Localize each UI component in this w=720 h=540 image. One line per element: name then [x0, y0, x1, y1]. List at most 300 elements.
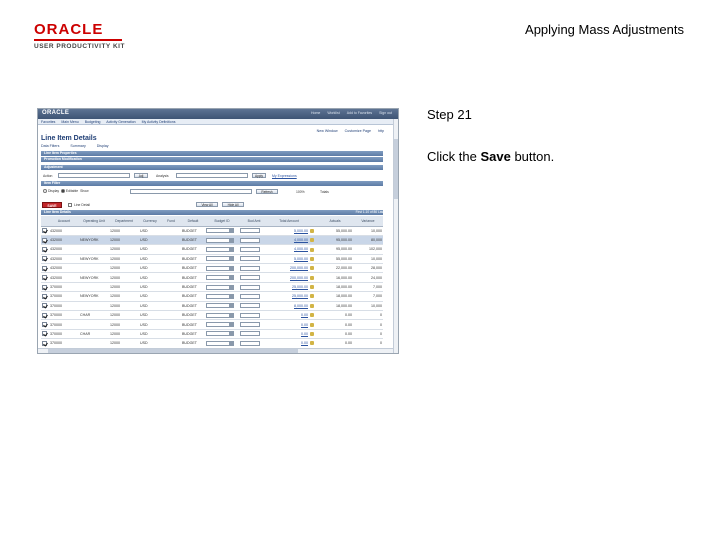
total-amount-link[interactable]: 0.00 — [301, 322, 308, 327]
currency-cell: USD — [139, 282, 161, 291]
row-checkbox[interactable] — [42, 294, 47, 299]
bud-amt-input[interactable] — [240, 238, 260, 243]
currency-cell: USD — [139, 339, 161, 348]
section-promotion[interactable]: Promotion Modification — [41, 157, 383, 162]
section-adjustment[interactable]: Adjustment — [41, 165, 383, 170]
budget-id-select[interactable] — [206, 331, 234, 336]
operating-unit-cell: NEWYORK — [79, 254, 109, 263]
currency-cell: USD — [139, 301, 161, 310]
total-amount-cell[interactable] — [269, 311, 309, 320]
filter-input[interactable] — [130, 189, 252, 194]
row-icon-cell[interactable] — [309, 254, 317, 263]
actuals-cell: 55,000.00 — [317, 226, 353, 235]
top-nav-home[interactable]: Home — [310, 111, 321, 115]
detail-icon[interactable] — [310, 332, 314, 336]
radio-editable-label: Editable — [65, 189, 79, 193]
row-checkbox[interactable] — [42, 341, 47, 346]
row-icon-cell[interactable] — [309, 301, 317, 310]
table-row[interactable] — [41, 311, 383, 320]
department-cell: 12000 — [109, 301, 139, 310]
tab-display[interactable]: Display — [96, 144, 109, 148]
table-row[interactable] — [41, 273, 383, 282]
row-checkbox[interactable] — [42, 266, 47, 271]
grid-column-header — [41, 216, 49, 226]
row-checkbox[interactable] — [42, 238, 47, 243]
row-checkbox[interactable] — [42, 275, 47, 280]
my-expressions-link[interactable]: My Expressions — [272, 174, 297, 178]
grid-column-header[interactable]: Default — [181, 216, 205, 226]
default-cell: BUDGET — [181, 311, 205, 320]
table-row[interactable] — [41, 292, 383, 301]
new-window-link[interactable]: New Window — [316, 129, 338, 133]
row-checkbox-cell[interactable] — [41, 245, 49, 254]
budget-id-cell[interactable] — [205, 320, 239, 329]
detail-icon[interactable] — [310, 238, 314, 242]
total-amount-cell[interactable] — [269, 282, 309, 291]
operating-unit-cell: CHAR — [79, 329, 109, 338]
department-cell: 12000 — [109, 226, 139, 235]
row-icon-cell[interactable] — [309, 292, 317, 301]
http-link[interactable]: http — [378, 129, 384, 133]
budget-id-select[interactable] — [206, 294, 234, 299]
tab-data-filters[interactable]: Data Filters — [41, 144, 60, 148]
grid-header-row — [41, 216, 383, 226]
fund-cell — [161, 254, 181, 263]
budget-id-select[interactable] — [206, 275, 234, 280]
row-icon-cell[interactable] — [309, 235, 317, 244]
currency-cell: USD — [139, 264, 161, 273]
bud-amt-cell[interactable] — [239, 320, 269, 329]
logo-subtitle: USER PRODUCTIVITY KIT — [34, 43, 125, 50]
total-amount-cell[interactable] — [269, 273, 309, 282]
radio-display-label: Display — [47, 189, 60, 193]
currency-cell: USD — [139, 292, 161, 301]
budget-id-select[interactable] — [206, 322, 234, 327]
total-amount-cell[interactable] — [269, 226, 309, 235]
step-instruction — [427, 149, 554, 164]
row-checkbox-cell[interactable] — [41, 339, 49, 348]
page-tabs — [41, 144, 119, 148]
line-item-grid — [41, 216, 383, 354]
actuals-cell: 0.00 — [317, 339, 353, 348]
operating-unit-cell — [79, 245, 109, 254]
grid-column-header[interactable]: Bud Amt — [239, 216, 269, 226]
operating-unit-cell — [79, 339, 109, 348]
row-icon-cell[interactable] — [309, 226, 317, 235]
tab-summary[interactable]: Summary — [70, 144, 86, 148]
grid-column-header[interactable]: Account — [49, 216, 79, 226]
account-cell: 432000 — [49, 226, 79, 235]
bud-amt-input[interactable] — [240, 285, 260, 290]
department-cell: 12000 — [109, 329, 139, 338]
adjust-button[interactable]: Adj — [134, 173, 148, 178]
row-checkbox-cell[interactable] — [41, 301, 49, 310]
oracle-upk-logo — [34, 22, 125, 50]
logo-wordmark: ORACLE — [34, 21, 104, 38]
table-row[interactable] — [41, 235, 383, 244]
app-header-bar — [38, 109, 398, 119]
bud-amt-cell[interactable] — [239, 245, 269, 254]
row-icon-cell[interactable] — [309, 320, 317, 329]
table-row[interactable] — [41, 245, 383, 254]
budget-id-select[interactable] — [206, 228, 234, 233]
radio-editable[interactable] — [61, 189, 65, 193]
save-button[interactable]: SAVE — [42, 202, 62, 208]
total-amount-cell[interactable] — [269, 235, 309, 244]
bud-amt-cell[interactable] — [239, 329, 269, 338]
bud-amt-input[interactable] — [240, 275, 260, 280]
action-label: Action — [43, 174, 53, 178]
total-amount-link[interactable]: 25,000.00 — [292, 285, 308, 290]
bud-amt-cell[interactable] — [239, 264, 269, 273]
department-cell: 12000 — [109, 311, 139, 320]
table-row[interactable] — [41, 282, 383, 291]
row-checkbox[interactable] — [42, 256, 47, 261]
total-amount-link[interactable]: 25,000.00 — [292, 294, 308, 299]
budget-id-select[interactable] — [206, 247, 234, 252]
operating-unit-cell — [79, 320, 109, 329]
row-checkbox-cell[interactable] — [41, 235, 49, 244]
vertical-scroll-thumb[interactable] — [394, 139, 398, 199]
budget-id-cell[interactable] — [205, 254, 239, 263]
table-row[interactable] — [41, 339, 383, 348]
total-amount-cell[interactable] — [269, 292, 309, 301]
row-checkbox-cell[interactable] — [41, 292, 49, 301]
bud-amt-input[interactable] — [240, 266, 260, 271]
total-amount-link[interactable]: 5,000.00 — [294, 228, 308, 233]
bud-amt-cell[interactable] — [239, 339, 269, 348]
default-cell: BUDGET — [181, 320, 205, 329]
account-cell: 432000 — [49, 273, 79, 282]
budget-id-cell[interactable] — [205, 311, 239, 320]
top-nav-worklist[interactable]: Worklist — [327, 111, 340, 115]
default-cell: BUDGET — [181, 329, 205, 338]
operating-unit-cell: CHAR — [79, 311, 109, 320]
bud-amt-input[interactable] — [240, 294, 260, 299]
fund-cell — [161, 226, 181, 235]
menu-activity-definitions[interactable]: My Activity Definitions — [141, 120, 176, 124]
show-label: Show — [80, 189, 89, 193]
row-icon-cell[interactable] — [309, 311, 317, 320]
bud-amt-input[interactable] — [240, 341, 260, 346]
row-checkbox[interactable] — [42, 322, 47, 327]
budget-id-select[interactable] — [206, 341, 234, 346]
row-icon-cell[interactable] — [309, 264, 317, 273]
detail-icon[interactable] — [310, 276, 314, 280]
row-checkbox[interactable] — [42, 285, 47, 290]
department-cell: 12000 — [109, 292, 139, 301]
bud-amt-cell[interactable] — [239, 254, 269, 263]
budget-id-cell[interactable] — [205, 301, 239, 310]
table-row[interactable] — [41, 264, 383, 273]
bud-amt-cell[interactable] — [239, 282, 269, 291]
horizontal-scrollbar[interactable] — [38, 348, 393, 353]
budget-id-cell[interactable] — [205, 282, 239, 291]
default-cell: BUDGET — [181, 273, 205, 282]
grid-column-header[interactable]: Department — [109, 216, 139, 226]
fund-cell — [161, 339, 181, 348]
total-amount-link[interactable]: 0.00 — [301, 341, 308, 346]
line-detail-label: Line Detail — [74, 203, 91, 207]
row-icon-cell[interactable] — [309, 329, 317, 338]
variance-cell: 24,000 — [353, 273, 383, 282]
top-nav-signout[interactable]: Sign out — [379, 111, 392, 115]
total-amount-link[interactable]: 200,000.00 — [290, 266, 308, 271]
budget-id-cell[interactable] — [205, 329, 239, 338]
total-amount-cell[interactable] — [269, 245, 309, 254]
horizontal-scroll-thumb[interactable] — [48, 349, 298, 353]
default-cell: BUDGET — [181, 292, 205, 301]
menu-budgeting[interactable]: Budgeting — [84, 120, 101, 124]
department-cell: 12000 — [109, 282, 139, 291]
budget-id-cell[interactable] — [205, 226, 239, 235]
detail-icon[interactable] — [310, 285, 314, 289]
application-screenshot — [37, 108, 399, 354]
total-amount-link[interactable]: 4,000.00 — [294, 238, 308, 243]
detail-icon[interactable] — [310, 341, 314, 345]
department-cell: 12000 — [109, 254, 139, 263]
budget-id-cell[interactable] — [205, 235, 239, 244]
default-cell: BUDGET — [181, 245, 205, 254]
top-nav — [305, 111, 392, 115]
bud-amt-cell[interactable] — [239, 301, 269, 310]
detail-icon[interactable] — [310, 294, 314, 298]
budget-id-cell[interactable] — [205, 273, 239, 282]
total-amount-link[interactable]: 4,000.00 — [294, 247, 308, 252]
row-checkbox-cell[interactable] — [41, 282, 49, 291]
grid-column-header — [309, 216, 317, 226]
actuals-cell: 18,000.00 — [317, 301, 353, 310]
budget-id-select[interactable] — [206, 256, 234, 261]
currency-cell: USD — [139, 273, 161, 282]
actuals-cell: 0.00 — [317, 320, 353, 329]
bud-amt-input[interactable] — [240, 247, 260, 252]
detail-icon[interactable] — [310, 266, 314, 270]
total-amount-link[interactable]: 0.00 — [301, 313, 308, 318]
default-cell: BUDGET — [181, 254, 205, 263]
instruction-prefix: Click the — [427, 149, 481, 164]
fund-cell — [161, 311, 181, 320]
default-cell: BUDGET — [181, 264, 205, 273]
budget-id-cell[interactable] — [205, 245, 239, 254]
grid-column-header[interactable]: Total Amount — [269, 216, 309, 226]
section-item-filter[interactable]: Item Filter — [41, 181, 383, 186]
budget-id-select[interactable] — [206, 313, 234, 318]
variance-cell: 0 — [353, 320, 383, 329]
variance-cell: 10,000 — [353, 226, 383, 235]
vertical-scrollbar[interactable] — [393, 119, 398, 353]
total-amount-link[interactable]: 0.00 — [301, 331, 308, 336]
department-cell: 12000 — [109, 273, 139, 282]
row-icon-cell[interactable] — [309, 245, 317, 254]
budget-id-select[interactable] — [206, 238, 234, 243]
default-cell: BUDGET — [181, 339, 205, 348]
table-row[interactable] — [41, 301, 383, 310]
row-checkbox-cell[interactable] — [41, 264, 49, 273]
row-icon-cell[interactable] — [309, 282, 317, 291]
refresh-button[interactable]: Refresh — [256, 189, 278, 194]
row-checkbox[interactable] — [42, 303, 47, 308]
account-cell: 370000 — [49, 320, 79, 329]
operating-unit-cell: NEWYORK — [79, 292, 109, 301]
fund-cell — [161, 264, 181, 273]
page-title: Line Item Details — [41, 135, 97, 142]
bud-amt-input[interactable] — [240, 303, 260, 308]
currency-cell: USD — [139, 311, 161, 320]
total-amount-cell[interactable] — [269, 301, 309, 310]
grid-column-header[interactable]: Actuals — [317, 216, 353, 226]
detail-icon[interactable] — [310, 313, 314, 317]
budget-id-select[interactable] — [206, 303, 234, 308]
row-icon-cell[interactable] — [309, 273, 317, 282]
table-row[interactable] — [41, 254, 383, 263]
department-cell: 12000 — [109, 245, 139, 254]
grid-column-header[interactable]: Operating Unit — [79, 216, 109, 226]
table-row[interactable] — [41, 329, 383, 338]
total-amount-cell[interactable] — [269, 320, 309, 329]
page-links — [311, 129, 384, 133]
apply-button[interactable]: Apply — [252, 173, 266, 178]
menu-main[interactable]: Main Menu — [61, 120, 79, 124]
budget-id-cell[interactable] — [205, 264, 239, 273]
detail-icon[interactable] — [310, 248, 314, 252]
currency-cell: USD — [139, 226, 161, 235]
variance-cell: 10,000 — [353, 301, 383, 310]
logo-rule — [34, 39, 122, 41]
variance-cell: 0 — [353, 311, 383, 320]
fund-cell — [161, 235, 181, 244]
detail-icon[interactable] — [310, 323, 314, 327]
grid-column-header[interactable]: Budget ID — [205, 216, 239, 226]
account-cell: 370000 — [49, 301, 79, 310]
detail-icon[interactable] — [310, 304, 314, 308]
bud-amt-cell[interactable] — [239, 311, 269, 320]
bud-amt-cell[interactable] — [239, 235, 269, 244]
bud-amt-cell[interactable] — [239, 273, 269, 282]
fund-cell — [161, 273, 181, 282]
budget-id-select[interactable] — [206, 266, 234, 271]
row-icon-cell[interactable] — [309, 339, 317, 348]
total-amount-cell[interactable] — [269, 329, 309, 338]
actuals-cell: 22,000.00 — [317, 264, 353, 273]
analysis-label: Analysis — [156, 174, 169, 178]
analysis-select[interactable] — [176, 173, 248, 178]
variance-cell: 0 — [353, 339, 383, 348]
row-checkbox-cell[interactable] — [41, 254, 49, 263]
currency-cell: USD — [139, 320, 161, 329]
budget-id-select[interactable] — [206, 285, 234, 290]
row-checkbox-cell[interactable] — [41, 320, 49, 329]
default-cell: BUDGET — [181, 235, 205, 244]
detail-icon[interactable] — [310, 229, 314, 233]
default-cell: BUDGET — [181, 226, 205, 235]
filter-radio-group — [43, 189, 89, 193]
actuals-cell: 55,000.00 — [317, 254, 353, 263]
account-cell: 370000 — [49, 282, 79, 291]
budget-id-cell[interactable] — [205, 339, 239, 348]
grid-pagination[interactable]: First 1-10 of 86 Last — [355, 210, 384, 214]
account-cell: 432000 — [49, 254, 79, 263]
total-amount-cell[interactable] — [269, 254, 309, 263]
currency-cell: USD — [139, 254, 161, 263]
grid-column-header[interactable]: Fund — [161, 216, 181, 226]
actuals-cell: 0.00 — [317, 311, 353, 320]
total-amount-link[interactable]: 200,000.00 — [290, 275, 308, 280]
app-menu-bar — [38, 119, 398, 125]
variance-cell: 80,000 — [353, 235, 383, 244]
fund-cell — [161, 329, 181, 338]
hide-all-button[interactable]: Hide All — [222, 202, 244, 207]
account-cell: 370000 — [49, 292, 79, 301]
top-nav-favorites[interactable]: Add to Favorites — [346, 111, 373, 115]
row-checkbox-cell[interactable] — [41, 273, 49, 282]
total-amount-link[interactable]: 5,000.00 — [294, 256, 308, 261]
actuals-cell: 18,000.00 — [317, 282, 353, 291]
bud-amt-input[interactable] — [240, 313, 260, 318]
row-checkbox[interactable] — [42, 247, 47, 252]
customize-page-link[interactable]: Customize Page — [344, 129, 371, 133]
account-cell: 370000 — [49, 339, 79, 348]
bud-amt-input[interactable] — [240, 322, 260, 327]
bud-amt-cell[interactable] — [239, 292, 269, 301]
instruction-suffix: button. — [510, 149, 555, 164]
app-logo: ORACLE — [42, 110, 70, 116]
row-checkbox[interactable] — [42, 228, 47, 233]
department-cell: 12000 — [109, 264, 139, 273]
action-select[interactable] — [58, 173, 130, 178]
row-checkbox-cell[interactable] — [41, 329, 49, 338]
grid-column-header[interactable]: Currency — [139, 216, 161, 226]
row-checkbox-cell[interactable] — [41, 226, 49, 235]
table-row[interactable] — [41, 320, 383, 329]
budget-id-cell[interactable] — [205, 292, 239, 301]
bud-amt-input[interactable] — [240, 256, 260, 261]
operating-unit-cell — [79, 226, 109, 235]
variance-cell: 7,000 — [353, 292, 383, 301]
row-checkbox[interactable] — [42, 313, 47, 318]
radio-display[interactable] — [43, 189, 47, 193]
row-checkbox-cell[interactable] — [41, 311, 49, 320]
section-line-item-properties[interactable]: Line Item Properties — [41, 151, 383, 156]
total-amount-link[interactable]: 8,000.00 — [294, 303, 308, 308]
bud-amt-input[interactable] — [240, 228, 260, 233]
operating-unit-cell — [79, 282, 109, 291]
menu-activity-generation[interactable]: Activity Generation — [106, 120, 136, 124]
row-checkbox[interactable] — [42, 331, 47, 336]
detail-icon[interactable] — [310, 257, 314, 261]
actuals-cell: 95,000.00 — [317, 245, 353, 254]
view-all-button[interactable]: View All — [196, 202, 218, 207]
grid-title: Line Item Details — [41, 210, 383, 215]
account-cell: 432000 — [49, 245, 79, 254]
filter-totals: Totals — [320, 190, 329, 194]
grid-column-header[interactable]: Variance — [353, 216, 383, 226]
total-amount-cell[interactable] — [269, 339, 309, 348]
bud-amt-input[interactable] — [240, 331, 260, 336]
account-cell: 370000 — [49, 329, 79, 338]
menu-favorites[interactable]: Favorites — [41, 120, 56, 124]
fund-cell — [161, 301, 181, 310]
total-amount-cell[interactable] — [269, 264, 309, 273]
line-detail-checkbox[interactable] — [68, 203, 72, 207]
variance-cell: 7,000 — [353, 282, 383, 291]
variance-cell: 10,000 — [353, 254, 383, 263]
bud-amt-cell[interactable] — [239, 226, 269, 235]
department-cell: 12000 — [109, 339, 139, 348]
table-row[interactable] — [41, 226, 383, 235]
actuals-cell: 95,000.00 — [317, 235, 353, 244]
document-title: Applying Mass Adjustments — [525, 22, 684, 37]
